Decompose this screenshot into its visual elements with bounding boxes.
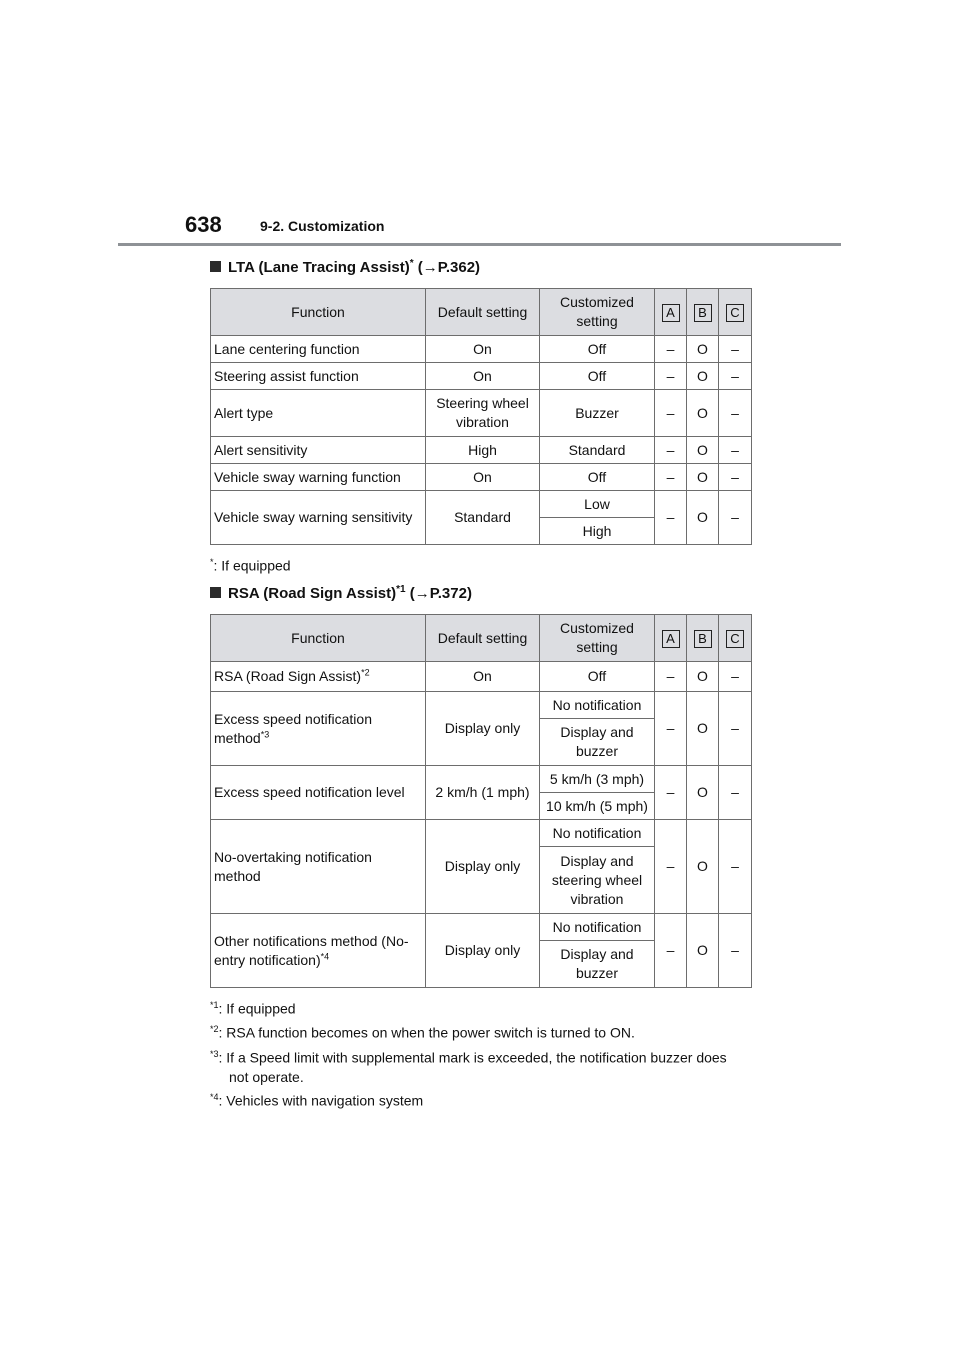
- table-row: Vehicle sway warning function On Off – O –: [211, 464, 752, 491]
- rsa-heading: RSA (Road Sign Assist)$^{*1}$ (→P.372): [210, 584, 472, 602]
- table-row: Vehicle sway warning sensitivity Standard Low – O –: [211, 491, 752, 518]
- col-default: Default setting: [426, 289, 540, 336]
- square-bullet-icon: [210, 587, 221, 598]
- table-row: Excess speed notification method$^{*3}$ Display only No notification – O –: [211, 692, 752, 719]
- square-bullet-icon: [210, 261, 221, 272]
- table-row: Alert sensitivity High Standard – O –: [211, 437, 752, 464]
- col-b: B: [687, 289, 719, 336]
- table-row: Display and steering wheel vibration: [211, 847, 752, 914]
- rsa-footnote-2: $^{*2}$: RSA function becomes on when the power switch is turned to ON.: [210, 1024, 635, 1041]
- table-row: Steering assist function On Off – O –: [211, 363, 752, 390]
- rsa-footnote-4: $^{*4}$: Vehicles with navigation system: [210, 1092, 424, 1109]
- lta-heading: LTA (Lane Tracing Assist)* (→P.362): [210, 258, 480, 276]
- lta-footnote: *: If equipped: [210, 557, 291, 574]
- col-customized: Customized setting: [540, 289, 655, 336]
- table-row: Display and buzzer: [211, 941, 752, 988]
- col-default: Default setting: [426, 615, 540, 662]
- table-row: Excess speed notification level 2 km/h (1 mph) 5 km/h (3 mph) – O –: [211, 766, 752, 793]
- table-row: 10 km/h (5 mph): [211, 793, 752, 820]
- table-row: Display and buzzer: [211, 719, 752, 766]
- table-row: Other notifications method (No-entry notification)$^{*4}$ Display only No notification – O –: [211, 914, 752, 941]
- table-row: Lane centering function On Off – O –: [211, 336, 752, 363]
- page-number: 638: [185, 212, 222, 237]
- col-customized: Customized setting: [540, 615, 655, 662]
- table-row: RSA (Road Sign Assist)$^{*2}$ On Off – O –: [211, 662, 752, 692]
- table-row: Alert type Steering wheel vibration Buzzer – O –: [211, 390, 752, 437]
- rsa-footnote-3: $^{*3}$: If a Speed limit with supplemental mark is exceeded, the notification buzzer does not operate.: [210, 1049, 727, 1085]
- header-rule: [118, 243, 841, 246]
- col-function: Function: [211, 289, 426, 336]
- table-row: High: [211, 518, 752, 545]
- col-function: Function: [211, 615, 426, 662]
- rsa-footnote-1: $^{*1}$: If equipped: [210, 1000, 296, 1017]
- table-row: No-overtaking notification method Display only No notification – O –: [211, 820, 752, 847]
- section-title: 9-2. Customization: [260, 218, 385, 234]
- col-a: A: [655, 289, 687, 336]
- col-c: C: [719, 289, 752, 336]
- col-c: C: [719, 615, 752, 662]
- table-header-row: [211, 289, 752, 336]
- col-b: B: [687, 615, 719, 662]
- lta-table: [210, 288, 752, 545]
- col-a: A: [655, 615, 687, 662]
- table-header-row: [211, 615, 752, 662]
- rsa-table: [210, 614, 752, 988]
